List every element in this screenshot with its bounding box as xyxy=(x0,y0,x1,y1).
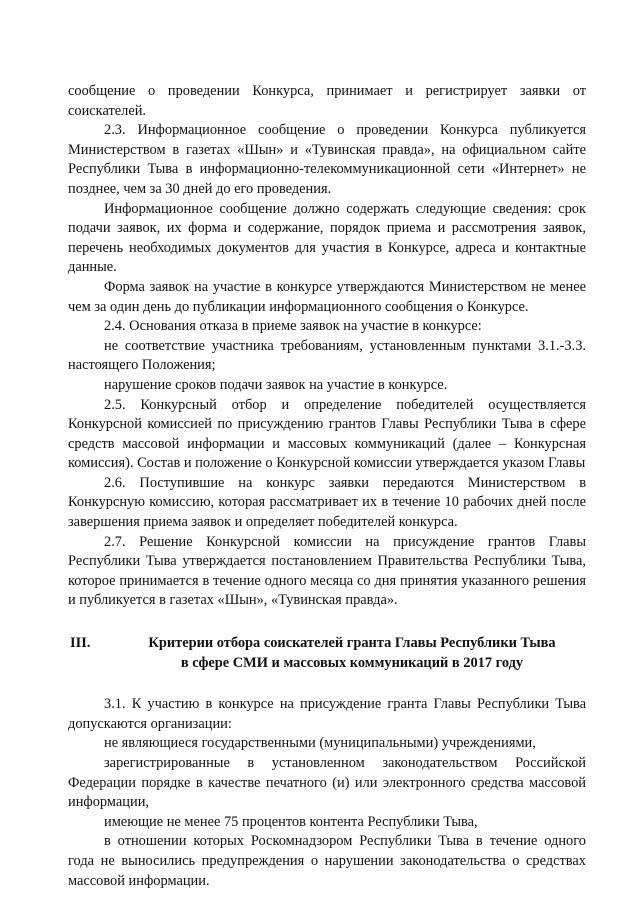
list-item-deadline-violation: нарушение сроков подачи заявок на участие в конкурсе. xyxy=(104,376,448,393)
paragraph-3-1: 3.1. К участию в конкурсе на присуждение гранта Главы Республики Тыва допускаются организации: xyxy=(68,696,586,732)
section-title-line-1: Критерии отбора соискателей гранта Главы Республики Тыва xyxy=(148,635,556,652)
section-title xyxy=(118,634,586,673)
paragraph-2-4: 2.4. Основания отказа в приеме заявок на участие в конкурсе: xyxy=(104,318,482,335)
paragraph-2-6: 2.6. Поступившие на конкурс заявки передаются Министерством в Конкурсную комиссию, которая рассматривает их в течение 10 рабочих дней после завершения приема заявок и определяет победителей конкурса. xyxy=(68,474,586,531)
list-item-noncompliance: не соответствие участника требованиям, установленным пунктами 3.1.-3.3. настоящего Положения; xyxy=(68,337,586,374)
section-number: III. xyxy=(70,635,91,652)
section-3-heading xyxy=(68,634,586,673)
document-page xyxy=(68,82,586,891)
list-item-non-state: не являющиеся государственными (муниципальными) учреждениями, xyxy=(104,735,536,752)
paragraph-application-form: Форма заявок на участие в конкурсе утверждаются Министерством не менее чем за один день до публикации информационного сообщения о Конкурсе. xyxy=(68,278,586,315)
list-item-no-warnings: в отношении которых Роскомнадзором Республики Тыва в течение одного года не выносились предупреждения о нарушении законодательства о средствах массовой информации. xyxy=(68,833,586,889)
paragraph-2-5: 2.5. Конкурсный отбор и определение победителей осуществляется Конкурсной комиссией по присуждению грантов Главы Республики Тыва в сфере средств массовой информации и массовых коммуникаций (далее – Конкурсная комиссия). Состав и положение о Конкурсной комиссии утверждается указом Главы xyxy=(68,396,586,472)
paragraph-info-content: Информационное сообщение должно содержать следующие сведения: срок подачи заявок, их форма и содержание, порядок приема и рассмотрения заявок, перечень необходимых документов для участия в Конкурсе, адреса и контактные данные. xyxy=(68,200,586,276)
list-item-registered: зарегистрированные в установленном законодательством Российской Федерации порядке в качестве печатного (и) или электронного средства массовой информации, xyxy=(68,755,586,811)
list-item-content-share: имеющие не менее 75 процентов контента Республики Тыва, xyxy=(104,813,478,830)
paragraph-2-7: 2.7. Решение Конкурсной комиссии на присуждение грантов Главы Республики Тыва утверждается постановлением Правительства Республики Тыва, которое принимается в течение одного месяца со дня принятия указанного решения и публикуется в газетах «Шын», «Тувинская правда». xyxy=(68,533,586,609)
section-title-line-2: в сфере СМИ и массовых коммуникаций в 2017 году xyxy=(180,654,524,671)
paragraph-2-3: 2.3. Информационное сообщение о проведении Конкурса публикуется Министерством в газетах «Шын» и «Тувинская правда», на официальном сайте Республики Тыва в информационно-телекоммуникационной сети «Интернет» не позднее, чем за 30 дней до его проведения. xyxy=(68,122,586,197)
paragraph-continuation: сообщение о проведении Конкурса, принимает и регистрирует заявки от соискателей. xyxy=(68,83,586,119)
